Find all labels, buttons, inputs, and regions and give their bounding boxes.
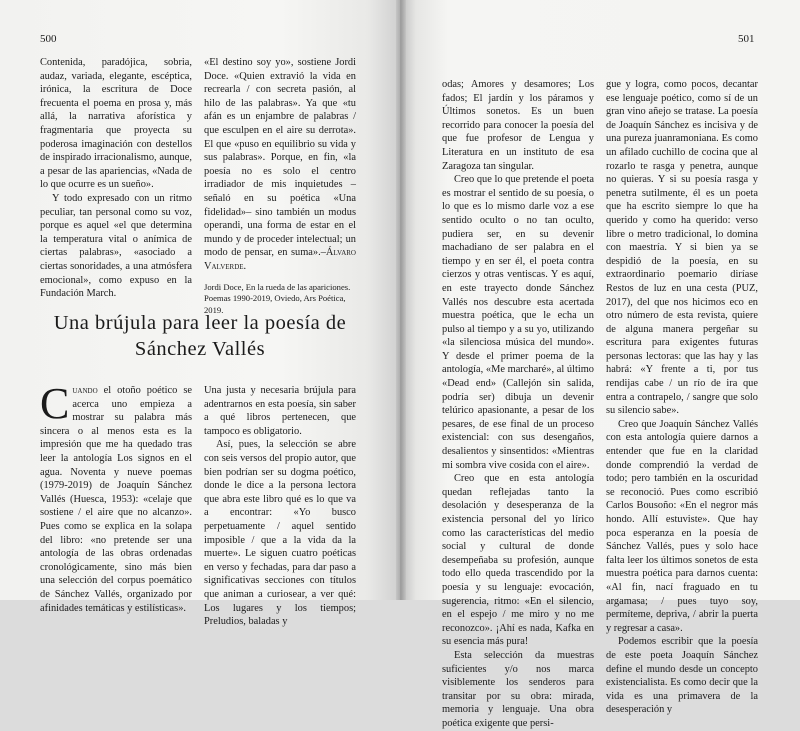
paragraph: Creo que lo que pretende el poeta es mostrar el sentido de su poesía, o lo que es lo mismo darle voz a ese sentido oculto o no tan oculto, pudiera ser, en su devenir machadiano de ser palabra en el tiempo y en ser él, el poeta contra cierzos y otras ventiscas. Y es aquí, en este trayecto donde Sánchez Vallés nos descubre esta acertada muestra poética, que le echa un pulso al tiempo y a su yo, utilizando «la silenciosa música del mundo». Y desde el primer poema de la antología, «Me marcharé», al último «Dead end» (Callejón sin salida, podría ser) dibuja un devenir telúrico apasionante, a pesar de los pesares, de ese final de un proceso existencial: con sus desengaños, desalientos y sinsentidos: «Mientras mi sombra vive cosida con el aire». [442, 174, 594, 471]
left-column-1 [40, 56, 192, 301]
author-signature: Álvaro Valverde. [204, 247, 356, 272]
paragraph: Así, pues, la selección se abre con seis versos del propio autor, que bien podrían ser su dogma poético, donde le dice a la persona lectora que abra este libro qué es lo que va a encontrar: «Yo busco perpetuamente / aquel sentido imposible / que a la vida da la muerte». Le siguen cuatro poéticas en verso y fechadas, para dar paso a significativas secciones con títulos que animan a curiosear, a ver qué: Los lugares y los tiempos; Preludios, baladas y [204, 439, 356, 628]
paragraph: Contenida, paradójica, sobria, audaz, variada, elegante, escéptica, irónica, la escritura de Doce frecuenta el poema en prosa y, más allá, la narrativa aforística y fragmentaria que proyecta su poderosa imaginación con destellos de inspirado irracionalismo, aunque, a pesar de las apariencias, «Nada de lo que ocurre es un sueño». [40, 57, 192, 191]
paragraph-text: el otoño poético se acerca uno empieza a mostrar su palabra más sincera o al menos esta es la impresión que me ha quedado tras leer la antología Los signos en el agua. Noventa y nueve poemas (1979-2019) de Joaquín Sánchez Vallés (Huesca, 1953): «celaje que sostiene / el aire que no alcanzo». Pues como se explica en la solapa del libro: «no pretende ser una antología de las obras ordenadas cronológicamente, sino más bien una selección del corpus poemático de Sánchez Vallés, organizado por afinidades temáticas y estilísticas». [40, 385, 192, 614]
paragraph: Esta selección da muestras suficientes y/o nos marca visiblemente los senderos para transitar por su obra: mirada, memoria y lenguaje. Una obra poética exigente que persi- [442, 649, 594, 729]
right-page [400, 0, 800, 729]
left-column-2 [204, 56, 356, 316]
right-column-1 [442, 78, 594, 731]
paragraph: Podemos escribir que la poesía de este poeta Joaquín Sánchez define el mundo desde un concepto existencialista. Es como decir que la vida es una primavera de la desesperación y [606, 636, 758, 716]
right-column-2 [606, 78, 758, 717]
paragraph: Creo que Joaquín Sánchez Vallés con esta antología quiere darnos a entender que fue en la claridad donde comprendió la verdad de todo; pero también en la oscuridad se reconoció. Pues como escribió Carlos Bousoño: «En el negror más hondo. Allí estuviste». Que hay poca esperanza en la poesía de Sánchez Vallés, pues y solo hace falta leer los últimos sonetos de esta muestra poética para darnos cuenta: «Al fin, nací fraguado en tu argamasa; / pues tuyo soy, permíteme, depriva, / abrir la puerta y regresar a casa». [606, 418, 758, 634]
paragraph [40, 379, 192, 615]
paragraph: Y todo expresado con un ritmo peculiar, tan personal como su voz, porque es aquel «el que determina la temperatura vital o anímica de ciertas palabras», «asociado a ciertas sonoridades, a una atmósfera emocional», como expuso en la Fundación March. [40, 192, 192, 300]
book-reference: Jordi Doce, En la rueda de las apariciones. Poemas 1990-2019, Oviedo, Ars Poética, 2019. [204, 281, 351, 315]
article-title: Una brújula para leer la poesía de Sánchez Vallés [53, 312, 347, 360]
paragraph-text: «El destino soy yo», sostiene Jordi Doce. «Quien extravió la vida en recrearla / con secreta pasión, al hilo de las palabras». Ya que «tu afán es un enjambre de palabras / que esculpen en el aire su derrota». El que «puso en equilibrio su vida y sus palabras». Porque, en fin, «la poesía no es solo el centro irradiador de mis inquietudes –señaló en su poética «Una fidelidad»– sino también un modus operandi, una forma de estar en el mundo y de proceder intelectual; un modo de pensar, en suma».– [204, 57, 356, 259]
lead-caps: uando [72, 385, 98, 396]
page-number: 500 [40, 33, 57, 45]
paragraph: Una justa y necesaria brújula para adentrarnos en esta poesía, sin saber a qué libros pertenecen, que tampoco es obligatorio. [204, 385, 356, 437]
page-number: 501 [738, 33, 755, 45]
drop-cap: C [40, 379, 70, 428]
left-page [0, 0, 400, 628]
paragraph: odas; Amores y desamores; Los fados; El jardín y los páramos y Últimos sonetos. Es un buen recorrido para conocer la poesía del que fue profesor de Lengua y Literatura en un instituto de esa Zaragoza tan singular. [442, 79, 594, 172]
left-column-3 [40, 379, 192, 615]
left-column-4 [204, 384, 356, 629]
paragraph [204, 56, 356, 274]
paragraph: Creo que en esta antología quedan reflejadas tanto la desolación y desesperanza de la existencia personal del yo lírico como las características del medio social y cultural de donde desempeñaba su profesión, aunque todo ello queda trascendido por la poesía y su lenguaje: evocación, sugerencia, ritmo: «En el silencio, en el espejo / me miro y no me reconozco». ¡Ahí es nada, Kafka en su esencia más pura! [442, 473, 594, 648]
book-gutter [396, 0, 406, 600]
paragraph: gue y logra, como pocos, decantar ese lenguaje poético, como sí de un gran vino añejo se tratase. La poesía de Joaquín Sánchez es incisiva y de una pureza juanramoniana. Es como un afilado cuchillo de cocina que al rozarlo te rasga y penetra, aunque no quieras. Y si su poesía rasga y penetra sutilmente, él es un poeta que ha escrito siempre lo que ha querido y como ha querido: verso libre o metro tradicional, lo domina con maestría. Y si bien ya se despidió de la poesía, en su extraordinario poemario diríase Restos de luz en una cesta (PUZ, 2017), del que nos hicimos eco en otro número de esta revista, quiere de alguna manera pergeñar su escritura para exigentes futuras personas lectoras: que las hay y las habrá: «Y frente a ti, por tus rendijas cabe / un río de ira que entra a contrapelo, / sangre que solo su silencio sabe». [606, 79, 758, 417]
